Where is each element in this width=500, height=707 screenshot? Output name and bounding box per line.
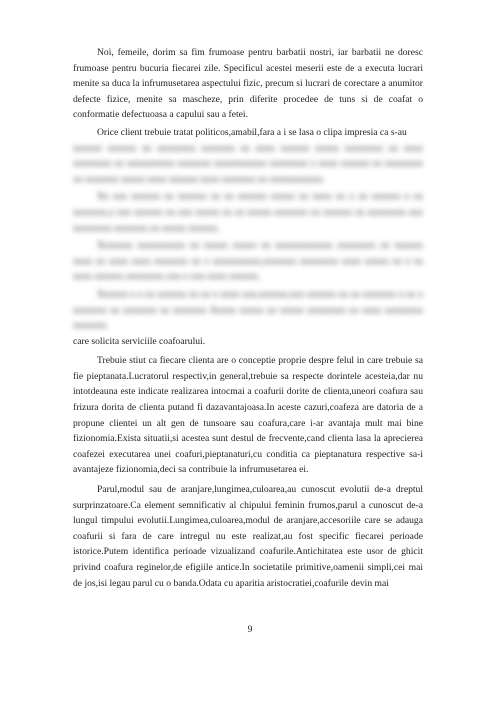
- page-number: 9: [247, 624, 253, 635]
- paragraph-client-treatment: Orice client trebuie tratat politicos,amabil,fara a i se lasa o clipa impresia ca s-au: [97, 126, 407, 138]
- paragraph-tail-line: care solicita serviciile coafoarului.: [73, 335, 206, 347]
- blurred-text-region: ​xxxxxx xxxxxx xx xxxxxxxx xxxxxxx xx xxxx xxxxxx xxxxx xxxxxxxx xx xxxx xxxxxxxx xx xxxxxxxxxx xxxxxxx xxxxxxxxxxx xxxxxxxx x xxxx xxxxxx xx xxxxxxxx xx xxxxxxx xxxxx xxxx xxxxxx xxxx xxxxxxx xx xxxxxxxxxxx. Xx xxx xxxxxx xx xxxxxx xx xx xxxxxx xxxxx xx xxxx xx x xx xxxxxx x xx xxxxxxx,x xxx xxxxxx xx xxx xxxxx xx xx xxxxx xxxxxxx xx xxxxxx xx xxxxxxxx xxx xxxxxxxx xxxxxxx xx xxxxx xxxxxx. Xxxxxxx xxxxxxxxxx xx xxxxx xxxxx xx xxxxxxxxxxxx xxxxxxxx xx xxxxxx xxxx xx xxxx xxxx xxxxxxx xx x xxxxxxxxxx,xxxxxxx xxxxxxxx xxxx xxxxx xx x xx xxxx xxxxxx xxxxxxxx xxx x xxx xxxx xxxxxx. Xxxxxx x x xx xxxxxx xx xx x xxxx xxx,xxxxxx,xxx xxxxxx xx xx xxxxxxx x xx x xxxxxxx xx xxxxxxx xx xxxxxxx Xxxxx xxxxx xx xxxxx xxxxxxxx xx xxxx xxxxxxxx xxxxxxx: [73, 142, 423, 332]
- paragraph-client-conception: Trebuie stiut ca fiecare clienta are o conceptie proprie despre felul in care trebuie sa fie pieptanata.Lucratorul respectiv,in general,trebuie sa respecte dorintele acesteia,dar nu intotdeauna este indicate realizarea intocmai a coafurii dorite de clienta,uneori coafura sau frizura dorita de clienta putand fi dazavantajoasa.In aceste cazuri,coafeza are datoria de a propune clientei un alt gen de tunsoare sau coafura,care i-ar avantaja mult mai bine fizionomia.Exista situatii,si acestea sunt destul de frecvente,cand clienta lasa la aprecierea coafezei executarea unei coafuri,pieptanaturi,cu conditia ca pieptanatura respective sa-i avantajeze fizionomia,deci sa contribuie la infrumusetarea ei.: [73, 355, 423, 476]
- paragraph-hair-evolution: Parul,modul sau de aranjare,lungimea,culoarea,au cunoscut evolutii de-a dreptul surprinzatoare.Ca element semnificativ al chipului feminin frumos,parul a cunoscut de-a lungul timpului evolutii.Lungimea,culoarea,modul de aranjare,accesoriile care se adauga coafurii si fara de care intregul nu este realizat,au fost specific fiecarei perioade istorice.Putem identifica perioade vizualizand coafurile.Antichitatea este usor de ghicit privind coafura reginelor,de efigiile antice.In societatile primitive,oamenii simpli,cei mai de jos,isi legau parul cu o banda.Odata cu aparitia aristocratiei,coafurile devin mai: [73, 484, 423, 589]
- paragraph-intro: Noi, femeile, dorim sa fim frumoase pentru barbatii nostri, iar barbatii ne doresc frumoase pentru bucuria fiecarei zile. Specificul acestei meserii este de a executa lucrari menite sa duca la infrumusetarea aspectului fizic, precum si lucrari de corectare a anumitor defecte fizice, menite sa mascheze, prin diferite procedee de tuns si de coafat o conformatie defectuoasa a capului sau a fetei.: [73, 47, 423, 121]
